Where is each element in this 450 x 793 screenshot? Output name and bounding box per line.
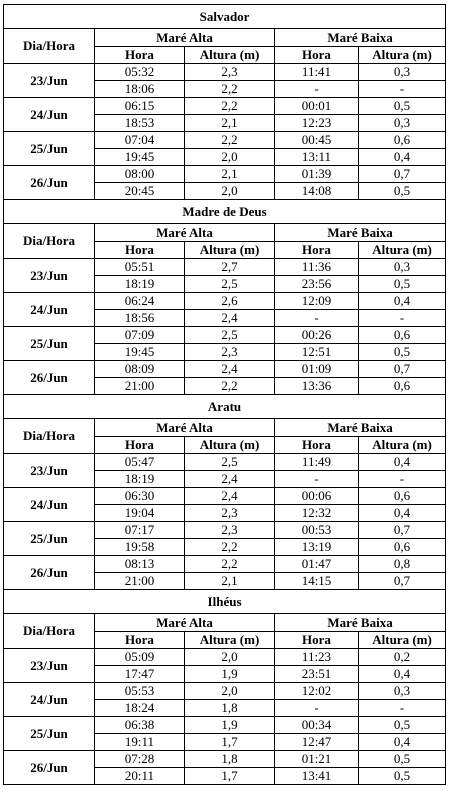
high-tide-hour-cell: 17:47 (95, 666, 185, 683)
low-tide-hour-cell: - (275, 81, 359, 98)
table-row (4, 683, 446, 700)
high-tide-hour-cell: 18:56 (95, 310, 185, 327)
low-tide-height-cell: 0,6 (359, 378, 446, 395)
low-tide-hour-cell: 12:02 (275, 683, 359, 700)
low-height-header: Altura (m) (359, 242, 446, 259)
high-tide-height-cell: 2,1 (185, 166, 275, 183)
high-tide-hour-cell: 06:30 (95, 488, 185, 505)
low-tide-hour-cell: 12:51 (275, 344, 359, 361)
table-row (4, 293, 446, 310)
low-tide-height-cell: - (359, 700, 446, 717)
high-tide-height-cell: 1,9 (185, 666, 275, 683)
day-hour-header: Dia/Hora (4, 419, 95, 454)
low-tide-height-cell: 0,2 (359, 649, 446, 666)
low-tide-height-cell: 0,4 (359, 149, 446, 166)
low-tide-height-cell: 0,6 (359, 488, 446, 505)
high-tide-height-cell: 2,5 (185, 454, 275, 471)
low-tide-hour-cell: - (275, 310, 359, 327)
low-tide-hour-cell: 11:41 (275, 64, 359, 81)
high-tide-height-cell: 2,3 (185, 522, 275, 539)
day-cell: 26/Jun (4, 751, 95, 785)
group-header-row (4, 29, 446, 47)
day-cell: 25/Jun (4, 327, 95, 361)
low-tide-height-cell: 0,7 (359, 361, 446, 378)
low-tide-height-cell: 0,4 (359, 505, 446, 522)
high-tide-hour-cell: 06:38 (95, 717, 185, 734)
high-tide-height-cell: 2,2 (185, 98, 275, 115)
high-tide-header: Maré Alta (95, 614, 275, 632)
low-tide-hour-cell: 01:47 (275, 556, 359, 573)
high-tide-hour-cell: 19:45 (95, 149, 185, 166)
high-tide-hour-cell: 18:19 (95, 471, 185, 488)
high-tide-hour-cell: 18:19 (95, 276, 185, 293)
high-tide-hour-cell: 19:11 (95, 734, 185, 751)
low-tide-height-cell: 0,3 (359, 64, 446, 81)
low-tide-header: Maré Baixa (275, 614, 446, 632)
day-cell: 23/Jun (4, 649, 95, 683)
high-tide-hour-cell: 05:51 (95, 259, 185, 276)
high-tide-hour-cell: 08:13 (95, 556, 185, 573)
high-tide-height-cell: 2,4 (185, 361, 275, 378)
day-cell: 23/Jun (4, 64, 95, 98)
table-row (4, 454, 446, 471)
high-tide-height-cell: 2,0 (185, 183, 275, 200)
low-tide-hour-cell: 23:56 (275, 276, 359, 293)
low-tide-height-cell: 0,7 (359, 166, 446, 183)
high-tide-height-cell: 2,3 (185, 505, 275, 522)
low-tide-hour-cell: 11:23 (275, 649, 359, 666)
high-tide-height-cell: 2,2 (185, 378, 275, 395)
station-title: Madre de Deus (4, 200, 446, 224)
tide-table (3, 4, 446, 785)
day-cell: 24/Jun (4, 683, 95, 717)
low-tide-hour-cell: 13:41 (275, 768, 359, 785)
table-row (4, 649, 446, 666)
high-tide-height-cell: 2,4 (185, 310, 275, 327)
day-cell: 25/Jun (4, 132, 95, 166)
high-hour-header: Hora (95, 437, 185, 454)
high-tide-hour-cell: 05:32 (95, 64, 185, 81)
group-header-row (4, 419, 446, 437)
low-tide-hour-cell: 00:01 (275, 98, 359, 115)
low-tide-height-cell: 0,3 (359, 259, 446, 276)
high-tide-header: Maré Alta (95, 29, 275, 47)
table-row (4, 64, 446, 81)
day-cell: 24/Jun (4, 488, 95, 522)
low-height-header: Altura (m) (359, 437, 446, 454)
high-tide-height-cell: 2,0 (185, 683, 275, 700)
low-tide-hour-cell: 00:06 (275, 488, 359, 505)
low-tide-hour-cell: 13:19 (275, 539, 359, 556)
table-row (4, 166, 446, 183)
low-hour-header: Hora (275, 632, 359, 649)
low-tide-hour-cell: 12:32 (275, 505, 359, 522)
high-tide-height-cell: 2,0 (185, 149, 275, 166)
station-title-row (4, 200, 446, 224)
high-tide-height-cell: 2,2 (185, 539, 275, 556)
low-tide-height-cell: 0,6 (359, 327, 446, 344)
table-row (4, 259, 446, 276)
table-row (4, 132, 446, 149)
low-tide-hour-cell: 00:45 (275, 132, 359, 149)
table-row (4, 522, 446, 539)
high-tide-height-cell: 2,3 (185, 64, 275, 81)
low-tide-hour-cell: 00:34 (275, 717, 359, 734)
high-tide-hour-cell: 06:24 (95, 293, 185, 310)
table-row (4, 556, 446, 573)
tide-table-body (4, 5, 446, 785)
high-height-header: Altura (m) (185, 632, 275, 649)
low-tide-height-cell: 0,5 (359, 276, 446, 293)
table-row (4, 361, 446, 378)
low-height-header: Altura (m) (359, 47, 446, 64)
low-tide-hour-cell: 00:53 (275, 522, 359, 539)
high-tide-header: Maré Alta (95, 419, 275, 437)
high-tide-hour-cell: 08:09 (95, 361, 185, 378)
high-tide-height-cell: 2,3 (185, 344, 275, 361)
low-tide-height-cell: 0,5 (359, 344, 446, 361)
high-hour-header: Hora (95, 632, 185, 649)
table-row (4, 751, 446, 768)
low-tide-height-cell: 0,8 (359, 556, 446, 573)
low-tide-height-cell: - (359, 471, 446, 488)
high-tide-hour-cell: 18:06 (95, 81, 185, 98)
high-tide-hour-cell: 18:53 (95, 115, 185, 132)
low-height-header: Altura (m) (359, 632, 446, 649)
low-tide-hour-cell: 12:09 (275, 293, 359, 310)
high-tide-hour-cell: 19:58 (95, 539, 185, 556)
low-tide-height-cell: 0,5 (359, 751, 446, 768)
table-row (4, 98, 446, 115)
low-tide-height-cell: 0,6 (359, 132, 446, 149)
low-hour-header: Hora (275, 437, 359, 454)
high-tide-height-cell: 2,1 (185, 573, 275, 590)
high-tide-height-cell: 1,8 (185, 751, 275, 768)
high-tide-hour-cell: 19:45 (95, 344, 185, 361)
day-cell: 26/Jun (4, 361, 95, 395)
group-header-row (4, 614, 446, 632)
high-tide-height-cell: 1,7 (185, 768, 275, 785)
low-tide-hour-cell: 12:47 (275, 734, 359, 751)
low-tide-height-cell: 0,3 (359, 683, 446, 700)
low-tide-height-cell: 0,5 (359, 183, 446, 200)
station-title: Ilhéus (4, 590, 446, 614)
day-hour-header: Dia/Hora (4, 224, 95, 259)
low-tide-header: Maré Baixa (275, 419, 446, 437)
high-tide-height-cell: 2,5 (185, 276, 275, 293)
high-tide-hour-cell: 18:24 (95, 700, 185, 717)
high-tide-height-cell: 2,1 (185, 115, 275, 132)
day-hour-header: Dia/Hora (4, 29, 95, 64)
low-tide-hour-cell: - (275, 471, 359, 488)
high-tide-hour-cell: 21:00 (95, 573, 185, 590)
high-tide-hour-cell: 05:09 (95, 649, 185, 666)
low-tide-hour-cell: 01:39 (275, 166, 359, 183)
low-hour-header: Hora (275, 47, 359, 64)
station-title-row (4, 5, 446, 29)
table-row (4, 488, 446, 505)
low-tide-height-cell: 0,7 (359, 573, 446, 590)
low-tide-height-cell: 0,4 (359, 734, 446, 751)
day-cell: 26/Jun (4, 166, 95, 200)
low-tide-hour-cell: 01:09 (275, 361, 359, 378)
high-tide-hour-cell: 05:53 (95, 683, 185, 700)
day-cell: 23/Jun (4, 454, 95, 488)
high-tide-height-cell: 1,7 (185, 734, 275, 751)
high-tide-height-cell: 2,0 (185, 649, 275, 666)
high-tide-hour-cell: 07:04 (95, 132, 185, 149)
high-tide-height-cell: 1,8 (185, 700, 275, 717)
high-tide-height-cell: 2,2 (185, 81, 275, 98)
high-tide-height-cell: 1,9 (185, 717, 275, 734)
low-tide-hour-cell: 13:11 (275, 149, 359, 166)
high-tide-hour-cell: 06:15 (95, 98, 185, 115)
high-tide-hour-cell: 21:00 (95, 378, 185, 395)
low-tide-height-cell: 0,4 (359, 454, 446, 471)
low-tide-hour-cell: 23:51 (275, 666, 359, 683)
low-tide-height-cell: 0,5 (359, 768, 446, 785)
high-tide-height-cell: 2,7 (185, 259, 275, 276)
low-tide-height-cell: 0,5 (359, 717, 446, 734)
high-tide-header: Maré Alta (95, 224, 275, 242)
station-title-row (4, 395, 446, 419)
high-hour-header: Hora (95, 242, 185, 259)
day-cell: 23/Jun (4, 259, 95, 293)
high-tide-hour-cell: 07:09 (95, 327, 185, 344)
high-tide-hour-cell: 19:04 (95, 505, 185, 522)
low-tide-height-cell: 0,4 (359, 293, 446, 310)
low-tide-height-cell: 0,3 (359, 115, 446, 132)
low-tide-hour-cell: 01:21 (275, 751, 359, 768)
low-tide-height-cell: 0,5 (359, 98, 446, 115)
low-tide-hour-cell: 11:36 (275, 259, 359, 276)
day-cell: 24/Jun (4, 293, 95, 327)
low-tide-height-cell: 0,4 (359, 666, 446, 683)
low-tide-hour-cell: 11:49 (275, 454, 359, 471)
low-tide-hour-cell: 14:08 (275, 183, 359, 200)
high-tide-hour-cell: 07:28 (95, 751, 185, 768)
low-tide-header: Maré Baixa (275, 224, 446, 242)
low-tide-height-cell: - (359, 310, 446, 327)
high-tide-height-cell: 2,4 (185, 488, 275, 505)
day-cell: 25/Jun (4, 717, 95, 751)
day-cell: 26/Jun (4, 556, 95, 590)
high-tide-hour-cell: 05:47 (95, 454, 185, 471)
high-tide-hour-cell: 08:00 (95, 166, 185, 183)
high-height-header: Altura (m) (185, 437, 275, 454)
low-tide-height-cell: 0,7 (359, 522, 446, 539)
station-title-row (4, 590, 446, 614)
station-title: Aratu (4, 395, 446, 419)
high-height-header: Altura (m) (185, 47, 275, 64)
day-cell: 25/Jun (4, 522, 95, 556)
low-tide-hour-cell: 13:36 (275, 378, 359, 395)
low-tide-hour-cell: 00:26 (275, 327, 359, 344)
low-hour-header: Hora (275, 242, 359, 259)
station-title: Salvador (4, 5, 446, 29)
high-tide-hour-cell: 07:17 (95, 522, 185, 539)
low-tide-header: Maré Baixa (275, 29, 446, 47)
high-tide-height-cell: 2,5 (185, 327, 275, 344)
table-row (4, 717, 446, 734)
group-header-row (4, 224, 446, 242)
low-tide-hour-cell: 12:23 (275, 115, 359, 132)
low-tide-hour-cell: 14:15 (275, 573, 359, 590)
day-hour-header: Dia/Hora (4, 614, 95, 649)
day-cell: 24/Jun (4, 98, 95, 132)
high-tide-height-cell: 2,2 (185, 556, 275, 573)
high-height-header: Altura (m) (185, 242, 275, 259)
high-tide-hour-cell: 20:11 (95, 768, 185, 785)
high-tide-height-cell: 2,2 (185, 132, 275, 149)
high-hour-header: Hora (95, 47, 185, 64)
high-tide-hour-cell: 20:45 (95, 183, 185, 200)
low-tide-hour-cell: - (275, 700, 359, 717)
low-tide-height-cell: - (359, 81, 446, 98)
low-tide-height-cell: 0,6 (359, 539, 446, 556)
table-row (4, 327, 446, 344)
high-tide-height-cell: 2,6 (185, 293, 275, 310)
high-tide-height-cell: 2,4 (185, 471, 275, 488)
